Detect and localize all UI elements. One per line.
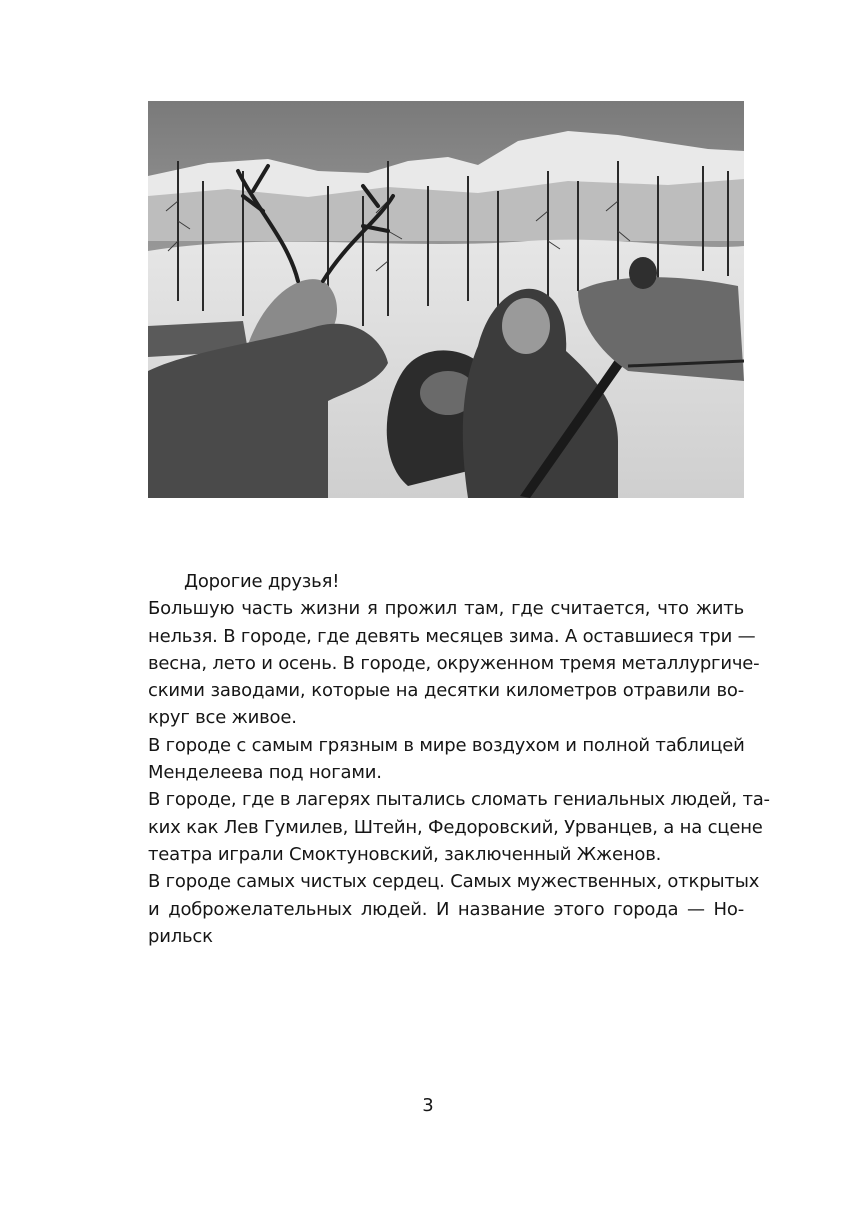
letter-line: ких как Лев Гумилев, Штейн, Федоровский, Урванцев, а на сцене <box>148 816 763 838</box>
letter-line: скими заводами, которые на десятки километров отравили во- <box>148 680 744 702</box>
letter-line: рильск <box>148 925 213 947</box>
page-number: 3 <box>422 1095 434 1116</box>
letter-line: В городе с самым грязным в мире воздухом и полной таблицей <box>148 734 745 756</box>
letter-line: В городе самых чистых сердец. Самых мужественных, открытых <box>148 871 760 893</box>
letter-line: театра играли Смоктуновский, заключенный Жженов. <box>148 843 662 865</box>
letter-line: нельзя. В городе, где девять месяцев зима. А оставшиеся три — <box>148 625 756 647</box>
letter-line: Большую часть жизни я прожил там, где считается, что жить <box>148 598 744 620</box>
letter-line: В городе, где в лагерях пытались сломать гениальных людей, та- <box>148 789 770 811</box>
letter-line: и доброжелательных людей. И название этого города — Но- <box>148 898 744 920</box>
letter-line: весна, лето и осень. В городе, окруженном тремя металлургиче- <box>148 652 760 674</box>
letter-greeting: Дорогие друзья! <box>184 571 340 592</box>
letter-line: круг все живое. <box>148 707 297 729</box>
tundra-reindeer-photo <box>148 101 744 498</box>
letter-body <box>148 568 770 950</box>
letter-line: Менделеева под ногами. <box>148 762 382 784</box>
